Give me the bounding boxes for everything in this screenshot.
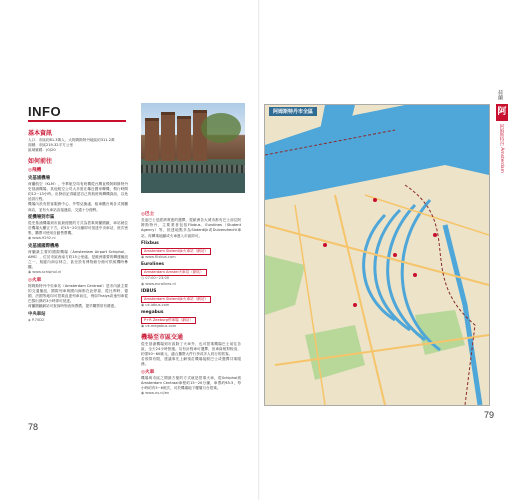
bus-site-text: www.flixbus.com <box>145 255 176 260</box>
transfer-heading: 從機場到市區 <box>28 214 55 220</box>
city-transit-paragraph-2: 若預算有限，建議事先上網預訂機場接駁巴士或選擇共乘服務。 <box>141 357 241 367</box>
globe-icon: ◉ <box>141 281 145 286</box>
info-title: INFO <box>28 104 62 119</box>
bus-company-name: Eurolines <box>141 262 165 268</box>
map-marker[interactable] <box>353 303 357 307</box>
airport-paragraph: 荷蘭航空（KLM）、中華航空均有班機從台灣直飛阿姆斯特丹史基浦機場，其他航空公司大多需在鄰近國家轉機，飛行時間約12~13小時。出發前記得確認自己的航班與轉機資訊，以免延誤行程。 <box>28 181 128 202</box>
bus-site-text: www.eurolines.nl <box>145 281 176 286</box>
transit-link-text: www.9292.nl <box>32 236 56 241</box>
city-train-paragraph: 機場與市區之間最方便的方式就是搭乘火車，從Schiphol到Amsterdam Centraal車程約15~20分鐘，車票約€5.5，每小時約有5~6班次，可於機場地下樓層月台搭乘。 <box>141 375 241 391</box>
bus-site-text: uk.megabus.com <box>145 324 177 329</box>
city-transit-heading: 機場至市區交通 <box>141 333 184 341</box>
globe-icon: ◉ <box>141 303 145 308</box>
bus-hours-text: 07:00~23:00 <box>145 276 170 281</box>
map-marker[interactable] <box>323 243 327 247</box>
transfer-paragraph: 從史基浦機場到市區最便捷的方式為搭乘荷蘭國鐵，車站就位於機場大廳正下方，約15~20分鐘即可抵達中央車站，班次密集，購票可使用自動售票機。 <box>28 220 128 236</box>
basic-info-line: 人口：市區約81.3萬人，大阿姆斯特丹地區約311.2萬 <box>28 138 115 142</box>
globe-icon: ◉ <box>28 270 32 275</box>
bus-company-name: IDBUS <box>141 288 157 294</box>
schiphol-link-text: www.schiphol.nl <box>32 270 62 275</box>
train-label: ◎火車 <box>28 277 42 283</box>
page-number-right: 79 <box>484 410 495 420</box>
bus-label: ◎巴士 <box>141 212 155 217</box>
plane-label: ◎飛機 <box>28 167 42 173</box>
bus-site-link[interactable] <box>141 282 241 287</box>
bus-station-link[interactable]: Amsterdam Sloterdijk火車站（網站） <box>141 248 211 255</box>
airport2-heading: 史基浦國際機場 <box>28 243 59 249</box>
airport2-paragraph: 荷蘭最主要的國際機場（Amsterdam Airport Schiphol，AMS），位於市區西南方約15公里處，是歐洲重要的轉運樞紐之一，航廈內商店林立，甚至設有博物館分館可供候機時參觀。 <box>28 249 128 270</box>
map-title: 阿姆斯特丹市全區 <box>269 107 317 116</box>
howto-heading: 如何前往 <box>28 157 53 165</box>
train-note-heading: 中央車站 <box>28 311 46 317</box>
map-marker[interactable] <box>433 233 437 237</box>
page-number-left: 78 <box>28 422 39 432</box>
canal-water <box>141 173 245 193</box>
bus-site-link[interactable] <box>141 255 241 260</box>
basic-info-line: 區域號碼：(0)20 <box>28 148 56 153</box>
tree <box>201 113 241 143</box>
bus-company-name: megabus <box>141 310 164 316</box>
map-graphic <box>265 105 489 405</box>
canal-house <box>161 112 175 161</box>
globe-icon: ◉ <box>141 391 145 396</box>
bus-company-name: Flixbus <box>141 240 159 246</box>
chapter-tab[interactable]: 阿 <box>496 104 508 121</box>
bus-station-link[interactable]: Amsterdam Amstel火車站（網站） <box>141 269 207 276</box>
bus-paragraph: 長途巴士是經濟實惠的選擇，從歐洲各大城市都有巴士前往阿姆斯特丹，主要業者包括Flixbus、Eurolines（Student Agency）等，抵達地點多為Sloterdijk或Duivendrecht車站，再轉乘地鐵或火車進入市區即可。 <box>141 218 241 238</box>
bus-site-text: uk.idbus.com <box>145 303 170 308</box>
train-paragraph: 阿姆斯特丹中央車站（Amsterdam Centraal）是市內最主要的交通樞紐，國際列車與國內線都在此停靠，從比利時、德國、法國等地均可搭乘直達列車前往，例如Thalys高速列車從巴黎出發約3小時即可抵達。 <box>28 283 128 304</box>
chapter-side-text: 阿姆斯特丹 Amsterdam <box>499 124 504 173</box>
basic-info-heading: 基本資訊 <box>28 130 53 137</box>
left-column-1 <box>28 126 128 323</box>
city-transit-paragraph: 從史基浦機場到市區除了火車外，也可搭乘機場巴士前往各區，全天24小時營運。另有計程車可選擇，但車資相對較高，約需50~60歐元，適合攜帶大件行李或多人同行的旅客。 <box>141 341 241 357</box>
train-paragraph-2: 荷蘭國鐵網站可查詢時刻表與票價，提早購票常有優惠。 <box>28 304 118 309</box>
globe-icon: ◉ <box>28 236 32 241</box>
station-map-ref <box>28 318 128 323</box>
canal-house <box>177 116 191 161</box>
bus-station-link[interactable]: Amsterdam Sloterdijk火車站（網站） <box>141 296 211 303</box>
transit-link[interactable] <box>28 236 128 241</box>
canal-house <box>145 118 159 161</box>
city-map[interactable] <box>264 104 490 406</box>
map-marker[interactable] <box>393 253 397 257</box>
map-marker[interactable] <box>373 198 377 202</box>
ns-link-text: www.ns.nl/en <box>145 391 170 396</box>
canal-photo <box>141 103 245 193</box>
bus-station-link[interactable]: P+R Zeeburg停車場（網站） <box>141 317 196 324</box>
airport-heading: 史基浦機場 <box>28 175 50 181</box>
side-country-label: 荷蘭 <box>497 90 503 100</box>
info-title-rule <box>28 120 126 122</box>
airport-paragraph-2: 機場內設有旅客服務中心、外幣兌換處、租車櫃台與各式餐廳商店，並有火車站直接連結，交通十分便利。 <box>28 202 128 212</box>
basic-info-line: 面積：市區219.32平方公里 <box>28 143 73 148</box>
schiphol-link[interactable] <box>28 270 128 275</box>
globe-icon: ◉ <box>141 255 145 260</box>
city-train-label: ◎火車 <box>141 369 155 375</box>
left-column-2 <box>141 210 241 396</box>
bus-site-link[interactable] <box>141 324 241 329</box>
map-marker[interactable] <box>413 273 417 277</box>
clock-icon: ◷ <box>141 276 145 281</box>
map-pin-icon: ◈ <box>28 317 31 322</box>
globe-icon: ◉ <box>141 324 145 329</box>
ns-link[interactable] <box>141 391 241 396</box>
station-map-ref-text: P.70D2 <box>31 317 45 322</box>
bus-site-link[interactable] <box>141 303 241 308</box>
